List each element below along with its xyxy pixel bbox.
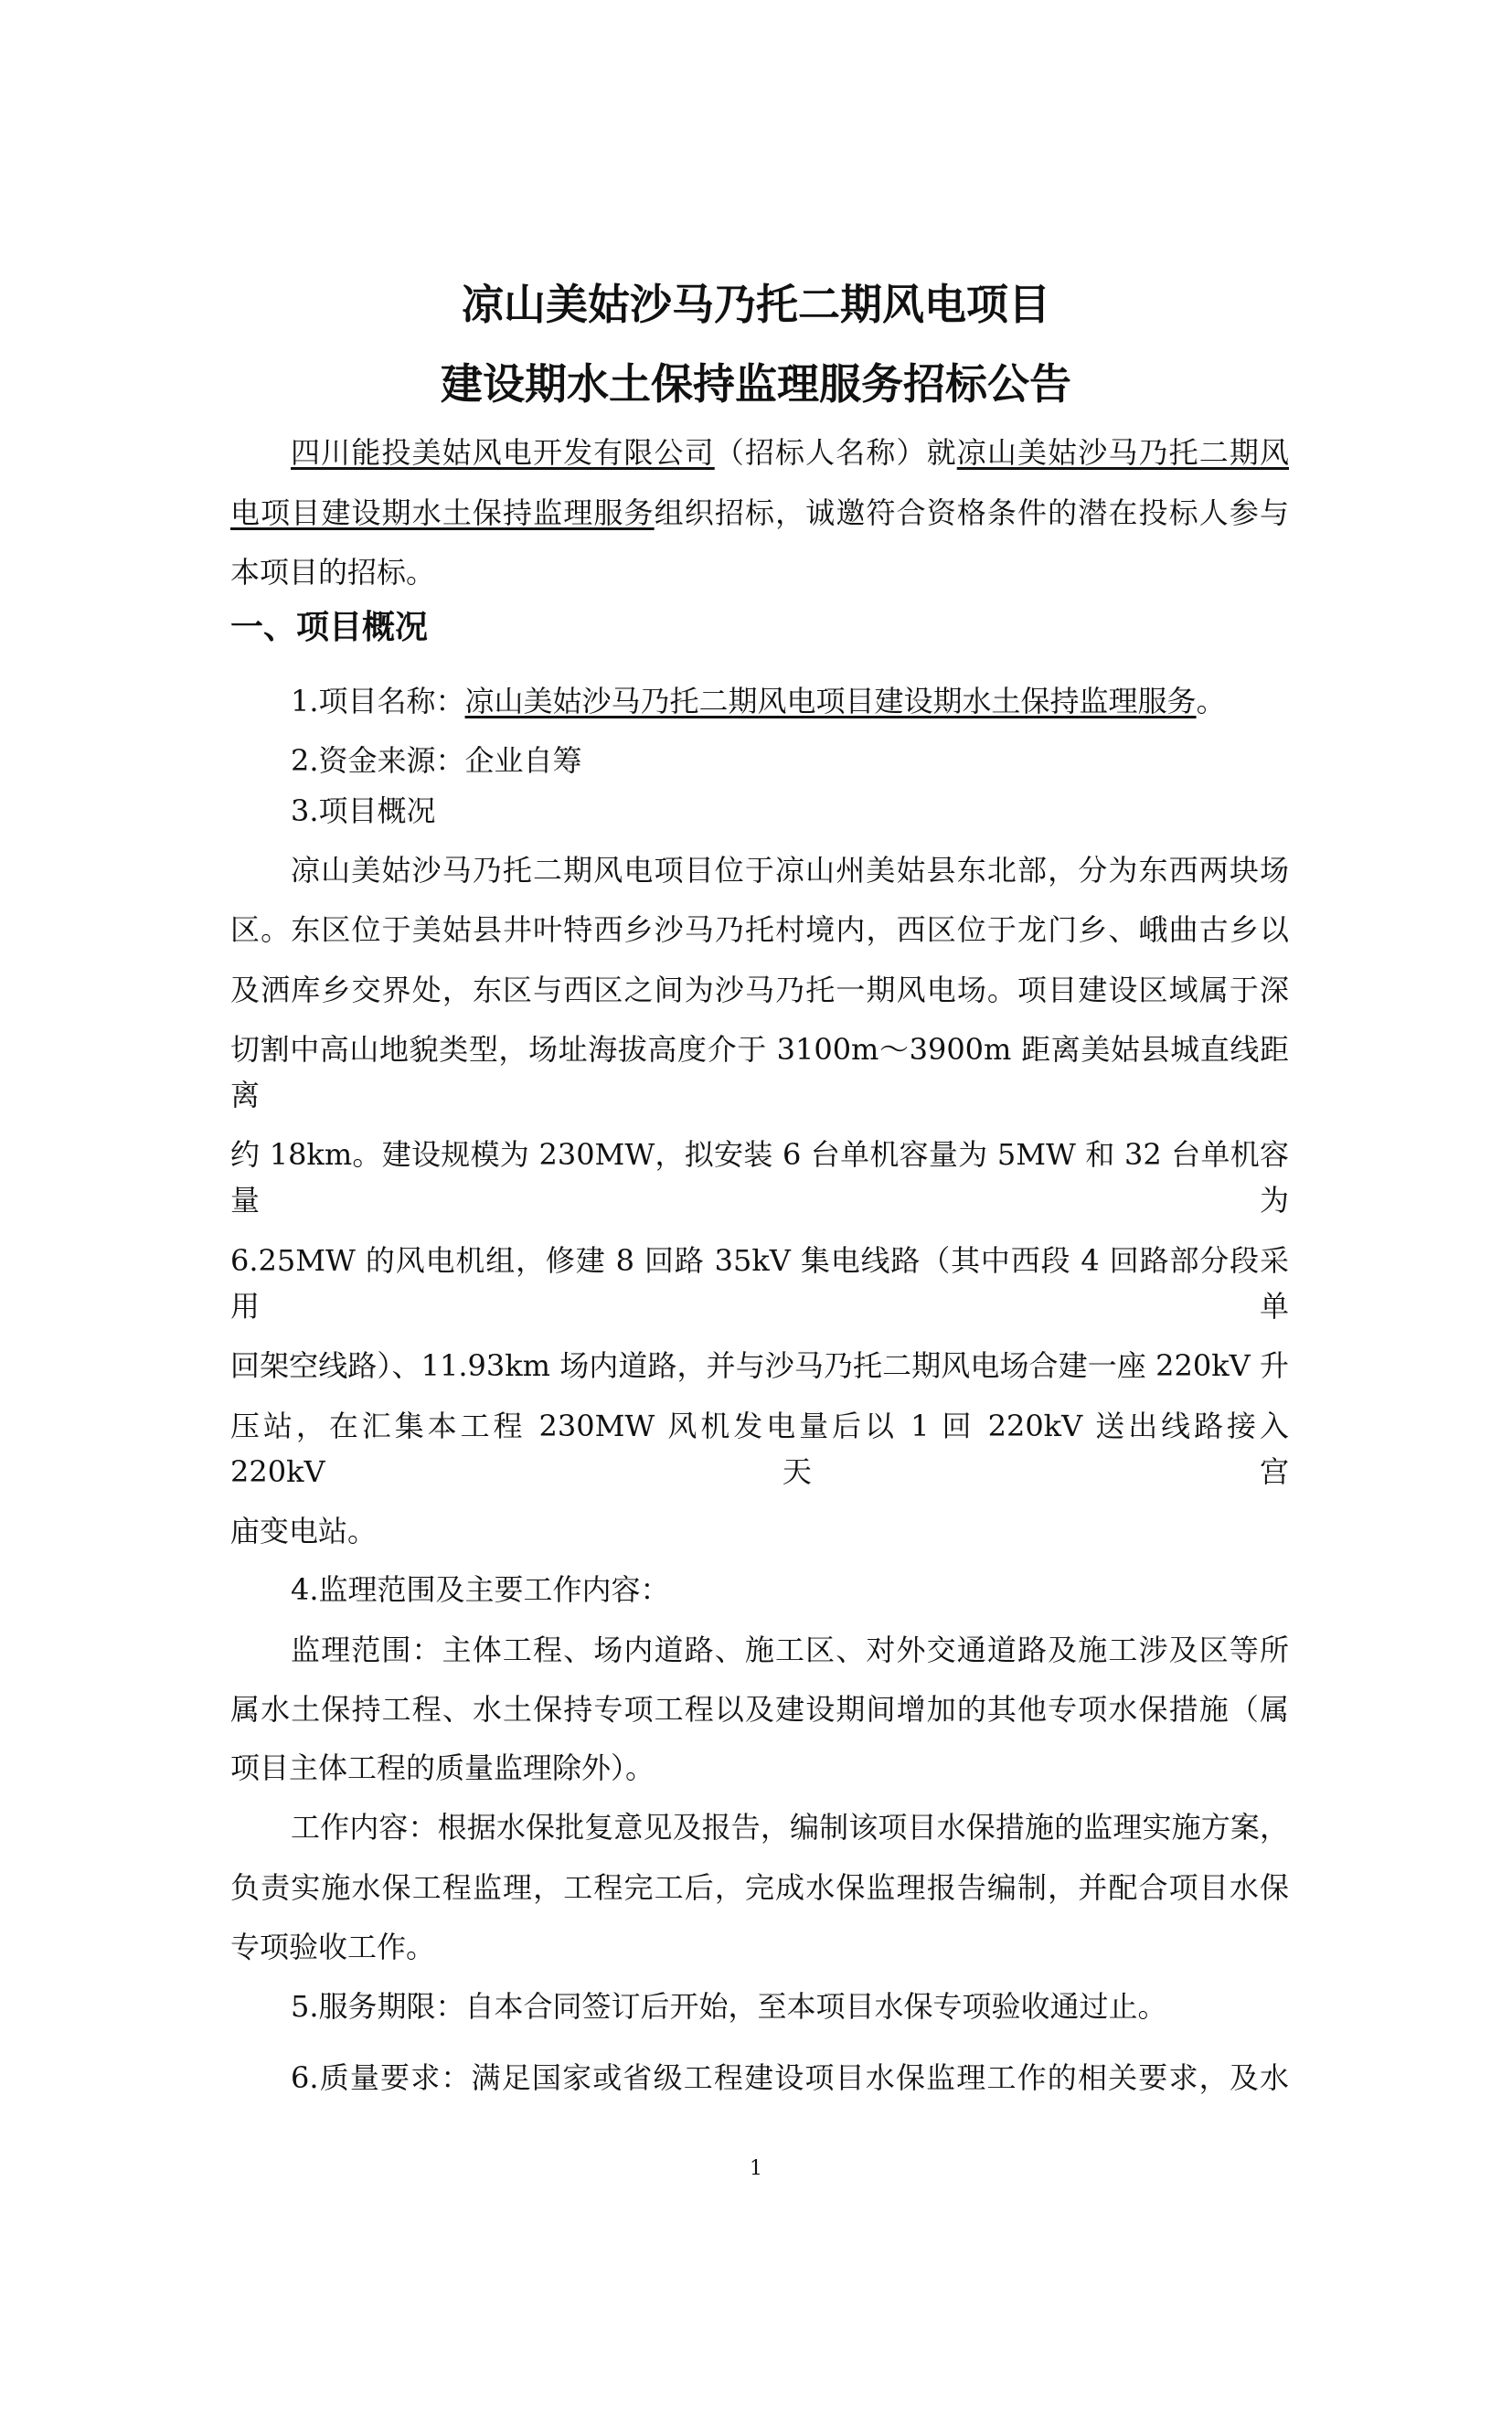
text-line [230, 1804, 1289, 1850]
text-segment: 。 [1196, 684, 1226, 718]
text-segment: 1.项目名称： [291, 684, 465, 718]
text-segment: 6.质量要求：满足国家或省级工程建设项目水保监理工作的相关要求，及水 [291, 2060, 1289, 2095]
underlined-text: 电项目建设期水土保持监理服务 [230, 495, 655, 530]
text-segment: 庙变电站。 [230, 1514, 378, 1548]
text-line [230, 1132, 1289, 1223]
text-line [230, 1567, 1289, 1612]
text-line [230, 1924, 1289, 1970]
text-segment: （招标人名称）就 [714, 435, 957, 470]
text-segment: 项目主体工程的质量监理除外）。 [230, 1750, 655, 1785]
text-segment: 专项验收工作。 [230, 1930, 436, 1964]
text-line [230, 2055, 1289, 2101]
document-title-line-2: 建设期水土保持监理服务招标公告 [441, 359, 1071, 409]
text-segment: 切割中高山地貌类型，场址海拔高度介于 3100m～3900m 距离美姑县城直线距离 [230, 1032, 1289, 1112]
text-line [230, 678, 1289, 724]
text-line [230, 847, 1289, 893]
underlined-text: 凉山美姑沙马乃托二期风 [956, 435, 1289, 470]
text-line [230, 907, 1289, 952]
text-line [230, 1343, 1289, 1388]
page-number: 1 [750, 2157, 762, 2180]
text-line [230, 1627, 1289, 1673]
text-line [230, 788, 1289, 834]
text-segment: 区。东区位于美姑县井叶特西乡沙马乃托村境内，西区位于龙门乡、峨曲古乡以 [230, 912, 1289, 947]
text-line [230, 490, 1289, 536]
underlined-text: 四川能投美姑风电开发有限公司 [291, 435, 715, 470]
text-line [230, 430, 1289, 475]
text-segment: 工作内容：根据水保批复意见及报告，编制该项目水保措施的监理实施方案， [291, 1810, 1289, 1845]
text-line [230, 1745, 1289, 1791]
text-line [230, 549, 1289, 595]
text-segment: 5.服务期限：自本合同签订后开始，至本项目水保专项验收通过止。 [291, 1989, 1167, 2024]
text-line [230, 1686, 1289, 1732]
text-segment: 凉山美姑沙马乃托二期风电项目位于凉山州美姑县东北部，分为东西两块场 [291, 853, 1289, 888]
text-segment: 3.项目概况 [291, 793, 436, 828]
text-segment: 一、项目概况 [230, 608, 429, 646]
text-segment: 及洒库乡交界处，东区与西区之间为沙马乃托一期风电场。项目建设区域属于深 [230, 973, 1289, 1007]
underlined-text: 凉山美姑沙马乃托二期风电项目建设期水土保持监理服务 [464, 684, 1197, 718]
text-line [230, 1508, 1289, 1554]
text-segment: 属水土保持工程、水土保持专项工程以及建设期间增加的其他专项水保措施（属 [230, 1692, 1289, 1727]
text-segment: 约 18km。建设规模为 230MW，拟安装 6 台单机容量为 5MW 和 32 台单机容量为 [230, 1137, 1289, 1218]
text-line [230, 738, 1289, 783]
text-segment: 回架空线路）、11.93km 场内道路，并与沙马乃托二期风电场合建一座 220kV 升 [230, 1348, 1289, 1383]
text-segment: 4.监理范围及主要工作内容： [291, 1572, 670, 1607]
text-segment: 组织招标，诚邀符合资格条件的潜在投标人参与 [654, 495, 1289, 530]
text-segment: 负责实施水保工程监理，工程完工后，完成水保监理报告编制，并配合项目水保 [230, 1870, 1289, 1905]
text-segment: 压站，在汇集本工程 230MW 风机发电量后以 1 回 220kV 送出线路接入 220kV 天宫 [230, 1409, 1289, 1489]
text-line [230, 1027, 1289, 1118]
text-line [230, 1984, 1289, 2029]
section-heading [230, 604, 1289, 650]
text-segment: 监理范围：主体工程、场内道路、施工区、对外交通道路及施工涉及区等所 [291, 1633, 1289, 1667]
text-line [230, 1238, 1289, 1329]
document-title-line-1: 凉山美姑沙马乃托二期风电项目 [462, 280, 1050, 329]
text-segment: 6.25MW 的风电机组，修建 8 回路 35kV 集电线路（其中西段 4 回路部分段采用单 [230, 1243, 1289, 1324]
document-page [0, 277, 1512, 2183]
text-line [230, 1403, 1289, 1495]
text-segment: 2.资金来源：企业自筹 [291, 743, 582, 778]
text-line [230, 1865, 1289, 1910]
document-body [0, 430, 1512, 2101]
text-line [230, 967, 1289, 1013]
text-segment: 本项目的招标。 [230, 555, 436, 590]
